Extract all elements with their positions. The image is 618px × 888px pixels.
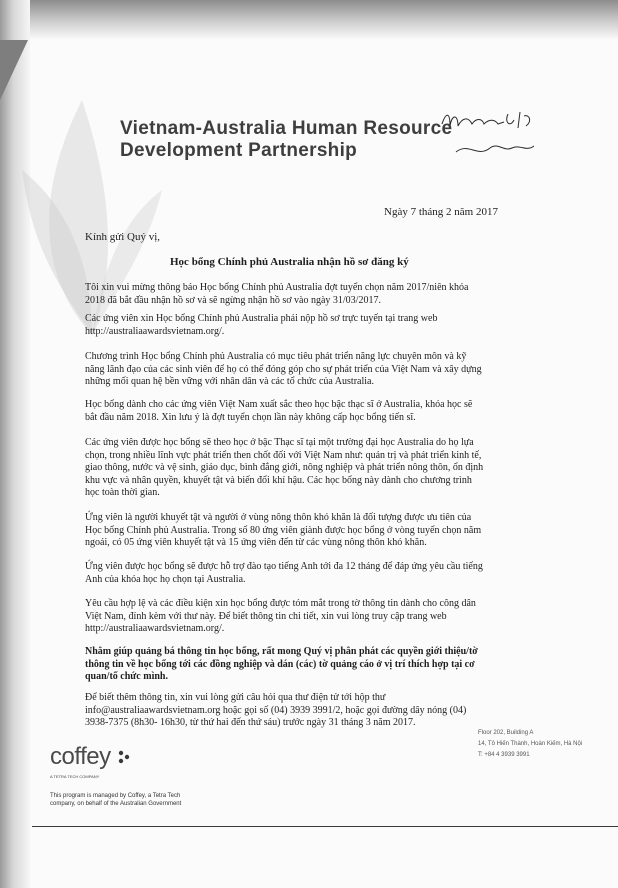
letter-heading: Học bổng Chính phủ Australia nhận hồ sơ đăng ký xyxy=(170,256,409,268)
managed-line-1: This program is managed by Coffey, a Tetra Tech xyxy=(50,793,181,799)
paragraph-1: Tôi xin vui mừng thông báo Học bổng Chính phủ Australia đợt tuyển chọn năm 2017/niên khóa 2018 đã bắt đầu nhận hồ sơ và sẽ ngừng nhận hồ sơ vào ngày 31/03/2017. xyxy=(85,282,469,306)
paragraph-3: Chương trình Học bổng Chính phủ Australia có mục tiêu phát triển năng lực chuyên môn và kỹ năng lãnh đạo của các sinh viên để họ có thể đóng góp cho sự phát triển của Việt Nam và xây dựng những mối quan hệ bền vững với nhân dân và các tổ chức của Australia. xyxy=(85,351,482,387)
coffey-logo xyxy=(50,743,131,771)
logo-tagline: A TETRA TECH COMPANY xyxy=(50,774,100,779)
address-line-1: Floor 202, Building A xyxy=(478,730,534,736)
office-address xyxy=(478,728,582,761)
scan-edge-top xyxy=(0,0,618,40)
handwritten-signature xyxy=(438,108,558,168)
address-line-2: 14, Tô Hiến Thành, Hoàn Kiếm, Hà Nội xyxy=(478,741,583,747)
org-title xyxy=(120,118,452,162)
paragraph-9: Nhằm giúp quảng bá thông tin học bổng, rất mong Quý vị phân phát các quyền giới thiệu/tờ thông tin về học bổng tới các đồng nghiệp và dán (các) tờ quảng cáo ở vị trí thích hợp tại cơ quan/tổ chức mình. xyxy=(85,646,478,682)
paragraph-10: Để biết thêm thông tin, xin vui lòng gửi câu hỏi qua thư điện tử tới hộp thư info@australiaawardsvietnam.org hoặc gọi số (04) 3939 3991/2, hoặc gọi đường dây nóng (04) 3938-7375 (8h30- 16h30, từ thứ hai đến thứ sáu) trước ngày 31 tháng 3 năm 2017. xyxy=(85,692,467,728)
address-line-3: T: +84 4 3939 3991 xyxy=(478,752,530,758)
paragraph-4: Học bổng dành cho các ứng viên Việt Nam xuất sắc theo học bậc thạc sĩ ở Australia, khóa học sẽ bắt đầu năm 2018. Xin lưu ý là đợt tuyển chọn lần này không cấp học bổng tiến sĩ. xyxy=(85,399,473,423)
title-line-2: Development Partnership xyxy=(120,140,358,161)
paragraph-2: Các ứng viên xin Học bổng Chính phủ Australia phải nộp hồ sơ trực tuyến tại trang web http://australiaawardsvietnam.org/. xyxy=(85,313,438,337)
managed-line-2: company, on behalf of the Australian Government xyxy=(50,801,182,807)
page-edge-line xyxy=(32,826,618,827)
paragraph-5: Các ứng viên được học bổng sẽ theo học ở bậc Thạc sĩ tại một trường đại học Australia do họ lựa chọn, trong nhiều lĩnh vực phát triển then chốt đối với Việt Nam như: quản trị và phát triển kinh tế, giao thông, nước và vệ sinh, giáo dục, bình đẳng giới, nông nghiệp và phát triển nông thôn, ổn định khu vực và nhân quyền, khuyết tật và biến đổi khí hậu. Các học bổng này dành cho chương trình học toàn thời gian. xyxy=(85,437,484,498)
title-line-1: Vietnam-Australia Human Resource xyxy=(120,118,453,139)
logo-wordmark: coffey xyxy=(50,743,111,770)
logo-arrow-icon xyxy=(117,750,131,764)
letter-date: Ngày 7 tháng 2 năm 2017 xyxy=(384,206,498,218)
paragraph-8: Yêu cầu hợp lệ và các điều kiện xin học bổng được tóm mắt trong tờ thông tin dành cho công dân Việt Nam, đính kèm với thư này. Để biết thông tin chi tiết, xin vui lòng truy cập trang web http://australiaawardsvietnam.org/. xyxy=(85,598,476,634)
paragraph-6: Ứng viên là người khuyết tật và người ở vùng nông thôn khó khăn là đối tượng được ưu tiên của Học bổng Chính phủ Australia. Trong số 80 ứng viên giành được học bổng ở vòng tuyển chọn năm ngoái, có 05 ứng viên khuyết tật và 15 ứng viên đến từ các vùng nông thôn khó khăn. xyxy=(85,512,482,548)
greeting: Kính gửi Quý vị, xyxy=(85,231,161,243)
paragraph-7: Ứng viên được học bổng sẽ được hỗ trợ đào tạo tiếng Anh tới đa 12 tháng để đáp ứng yêu cầu tiếng Anh của khóa học họ chọn tại Australia. xyxy=(85,561,483,585)
managed-by-note xyxy=(50,792,181,808)
